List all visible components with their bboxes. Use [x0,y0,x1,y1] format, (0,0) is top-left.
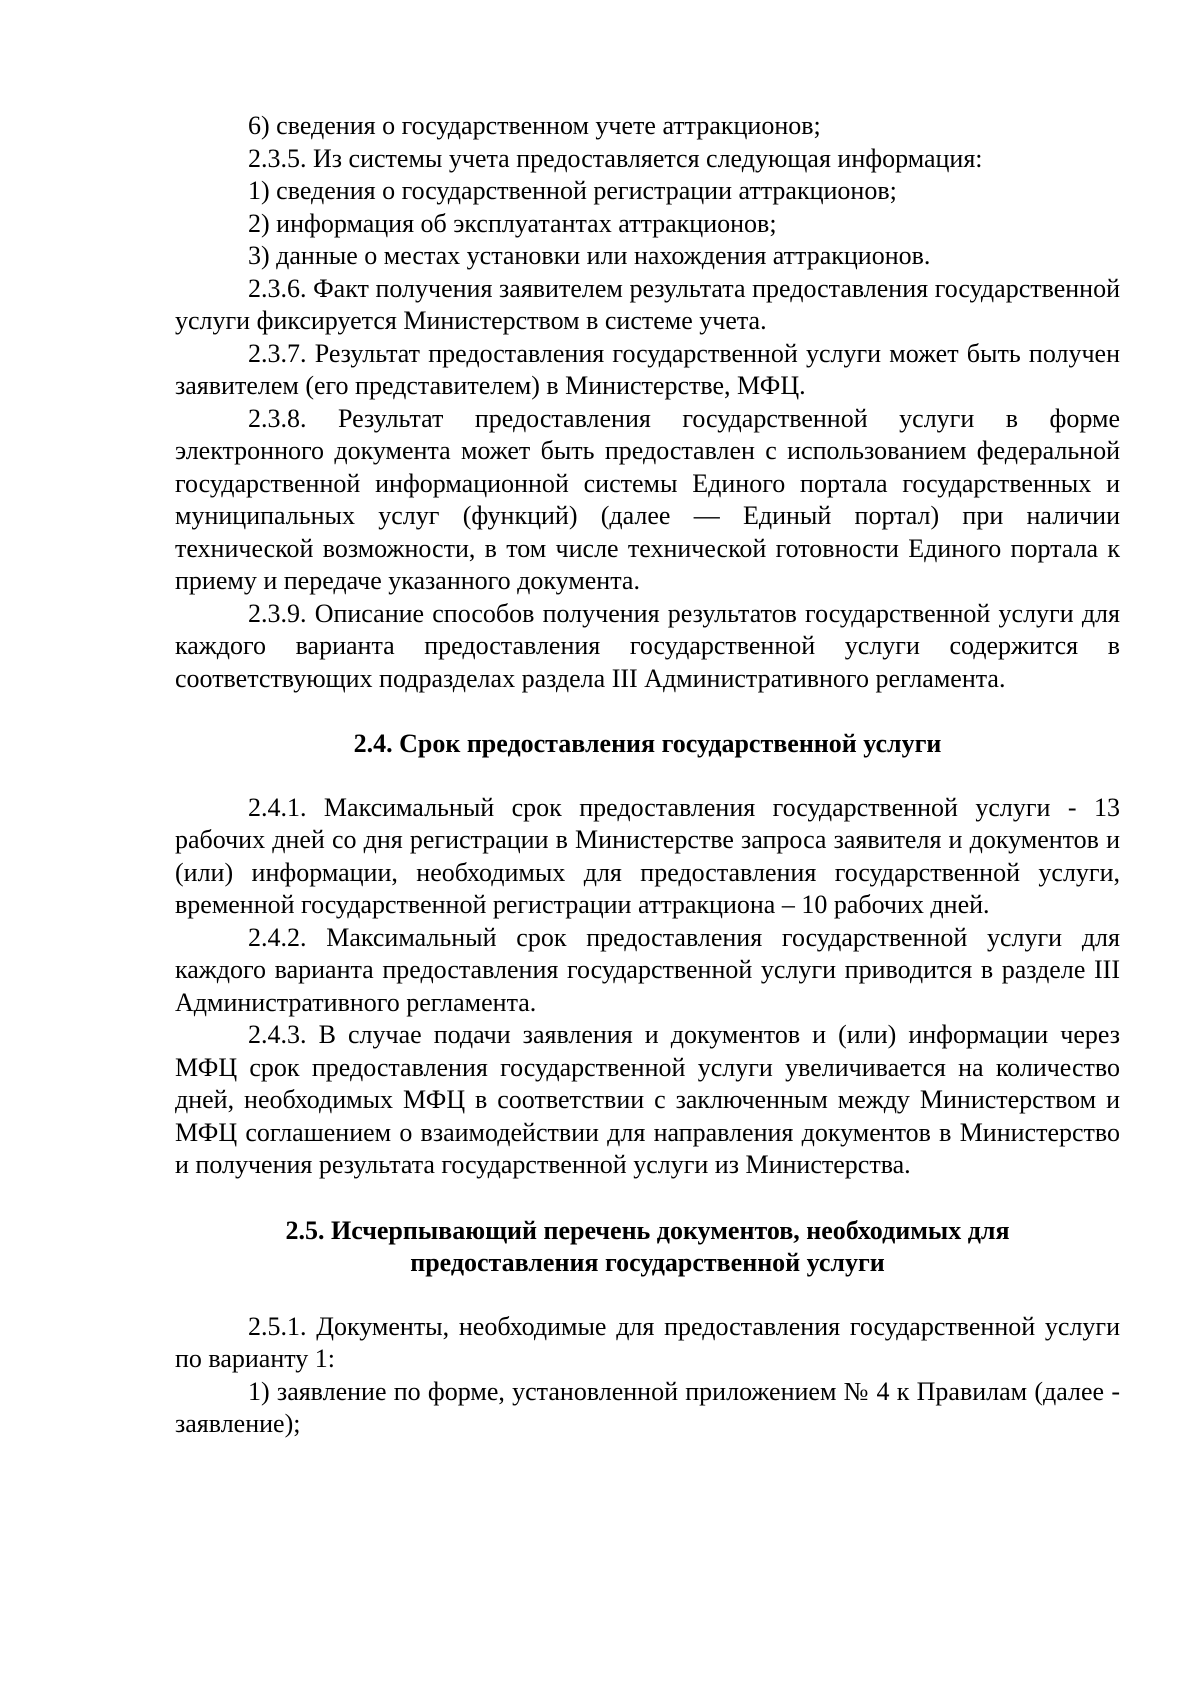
paragraph: 2.3.5. Из системы учета предоставляется следующая информация: [248,143,983,173]
paragraph: 2.3.8. Результат предоставления государственной услуги в форме электронного документа может быть предоставлен с использованием федеральной государственной информационной системы Единого портала государственных и муниципальных услуг (функций) (далее — Единый портал) при наличии технической возможности, в том числе технической готовности Единого портала к приему и передаче указанного документа. [175,403,1120,595]
paragraph: 2.3.7. Результат предоставления государственной услуги может быть получен заявителем (его представителем) в Министерстве, МФЦ. [175,338,1120,400]
paragraph: 2.3.6. Факт получения заявителем результата предоставления государственной услуги фиксируется Министерством в системе учета. [175,273,1120,335]
section-heading-2-5-line1: 2.5. Исчерпывающий перечень документов, необходимых для [285,1215,1010,1245]
paragraph: 2.5.1. Документы, необходимые для предоставления государственной услуги по варианту 1: [175,1311,1120,1373]
list-item: 3) данные о местах установки или нахождения аттракционов. [248,241,931,270]
section-heading-2-5 [175,1215,1120,1280]
paragraph: 2.3.9. Описание способов получения результатов государственной услуги для каждого варианта предоставления государственной услуги содержится в соответствующих подразделах раздела III Административного регламента. [175,598,1120,693]
paragraph: 2.4.2. Максимальный срок предоставления государственной услуги для каждого варианта предоставления государственной услуги приводится в разделе III Административного регламента. [175,922,1120,1017]
paragraph: 2.4.3. В случае подачи заявления и документов и (или) информации через МФЦ срок предоставления государственной услуги увеличивается на количество дней, необходимых МФЦ в соответствии с заключенным между Министерством и МФЦ соглашением о взаимодействии для направления документов в Министерство и получения результата государственной услуги из Министерства. [175,1020,1120,1179]
section-heading-2-5-line2: предоставления государственной услуги [410,1248,885,1277]
list-item: 6) сведения о государственном учете аттракционов; [248,111,821,140]
list-item: 1) заявление по форме, установленной приложением № 4 к Правилам (далее - заявление); [175,1376,1120,1438]
list-item: 2) информация об эксплуатантах аттракционов; [248,208,777,238]
list-item: 1) сведения о государственной регистрации аттракционов; [248,176,897,205]
section-heading-2-4: 2.4. Срок предоставления государственной услуги [353,729,942,758]
document-body [175,110,1120,1441]
paragraph: 2.4.1. Максимальный срок предоставления государственной услуги - 13 рабочих дней со дня регистрации в Министерстве запроса заявителя и документов и (или) информации, необходимых для предоставления государственной услуги, временной государственной регистрации аттракциона – 10 рабочих дней. [175,792,1120,919]
